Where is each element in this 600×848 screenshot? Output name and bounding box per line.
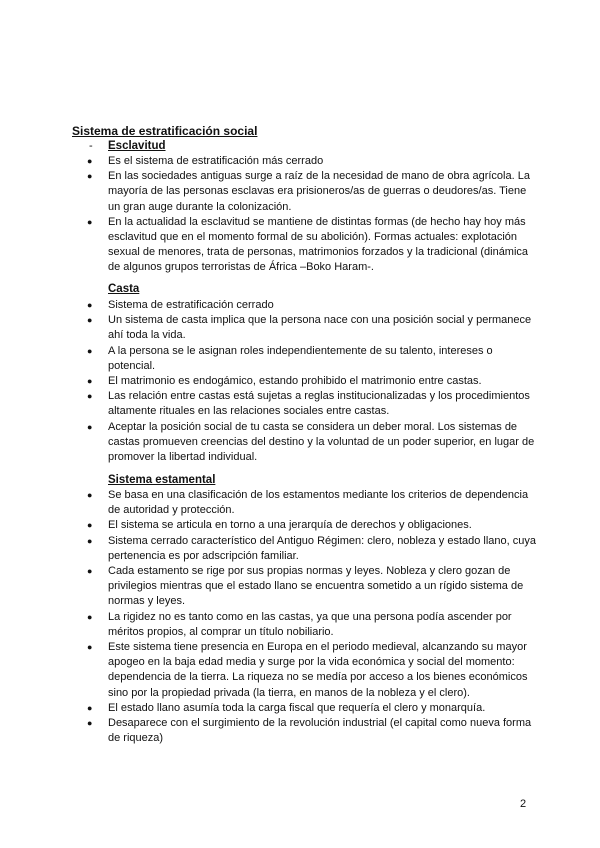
list-item bbox=[0, 716, 600, 746]
section-list-esclavitud bbox=[0, 154, 600, 276]
bullet-icon: ● bbox=[87, 490, 93, 500]
list-item bbox=[0, 564, 600, 610]
list-item-text: A la persona se le asignan roles independientemente de su talento, intereses o potencial. bbox=[108, 344, 493, 372]
list-item-text: La rigidez no es tanto como en las castas, ya que una persona podía ascender por méritos propios, al comprar un título nobiliario. bbox=[108, 610, 512, 638]
list-item-text: Sistema cerrado característico del Antiguo Régimen: clero, nobleza y estado llano, cuya pertenencia es por adscripción familiar. bbox=[108, 534, 537, 562]
page-title: Sistema de estratificación social bbox=[72, 124, 258, 138]
section-heading-casta: Casta bbox=[108, 283, 140, 295]
list-item-text: El matrimonio es endogámico, estando prohibido el matrimonio entre castas. bbox=[108, 375, 482, 388]
page-number: 2 bbox=[520, 798, 527, 810]
list-item bbox=[0, 215, 600, 276]
bullet-icon: ● bbox=[87, 611, 93, 622]
list-item bbox=[0, 640, 600, 701]
list-item bbox=[0, 701, 600, 716]
bullet-icon: ● bbox=[87, 566, 93, 577]
list-item bbox=[0, 488, 600, 518]
list-item-text: En la actualidad la esclavitud se mantiene de distintas formas (de hecho hay hoy más esclavitud que en el momento formal de su abolición). Formas actuales: explotación sexual de menores, trata de personas, matrimonios forzados y la tradicional (dinámica de algunos grupos terroristas de África –Boko Haram-. bbox=[108, 215, 529, 274]
list-item bbox=[0, 534, 600, 564]
bullet-icon: ● bbox=[87, 535, 93, 546]
list-item-text: Desaparece con el surgimiento de la revolución industrial (el capital como nueva forma de riqueza) bbox=[108, 717, 532, 745]
list-item bbox=[0, 298, 600, 313]
list-item-text: Este sistema tiene presencia en Europa en el periodo medieval, alcanzando su mayor apogeo en la baja edad media y surge por la vida económica y social del momento: dependencia de la tierra. La riqueza no se medía por acceso a los bienes económicos sino por la propiedad privada (la tierra, en manos de la nobleza y el clero). bbox=[108, 641, 528, 699]
bullet-icon: ● bbox=[87, 391, 93, 402]
list-item bbox=[0, 389, 600, 419]
bullet-icon: ● bbox=[87, 216, 93, 227]
section-list-estamental bbox=[0, 488, 600, 746]
bullet-icon: ● bbox=[87, 171, 93, 182]
bullet-icon: ● bbox=[87, 376, 93, 387]
list-item bbox=[0, 169, 600, 215]
bullet-icon: ● bbox=[87, 642, 93, 653]
section-heading-esclavitud: Esclavitud bbox=[108, 140, 166, 152]
bullet-icon: ● bbox=[87, 718, 93, 729]
list-item-text: Las relación entre castas está sujetas a reglas institucionalizadas y los procedimientos altamente rituales en las relaciones sociales entre castas. bbox=[108, 390, 530, 418]
list-item-text: En las sociedades antiguas surge a raíz de la necesidad de mano de obra agrícola. La mayoría de las personas esclavas era prisioneros/as de guerras o deudores/as. Tiene un gran auge durante la colonización. bbox=[108, 170, 530, 213]
section-list-casta bbox=[0, 298, 600, 465]
list-item bbox=[0, 610, 600, 640]
bullet-icon: ● bbox=[87, 315, 93, 326]
list-item bbox=[0, 518, 600, 533]
list-item-text: Cada estamento se rige por sus propias normas y leyes. Nobleza y clero gozan de privilegios mientras que el estado llano se encuentra sometido a un rígido sistema de normas y leyes. bbox=[108, 565, 524, 608]
list-item-text: Aceptar la posición social de tu casta se considera un deber moral. Los sistemas de castas promueven creencias del destino y la voluntad de un poder superior, en lugar de promover la libertad individual. bbox=[108, 420, 535, 464]
list-item-text: El sistema se articula en torno a una jerarquía de derechos y obligaciones. bbox=[108, 519, 472, 532]
list-item-text: Un sistema de casta implica que la persona nace con una posición social y permanece ahí toda la vida. bbox=[108, 314, 532, 342]
list-item-text: Es el sistema de estratificación más cerrado bbox=[108, 155, 324, 167]
list-item-text: Se basa en una clasificación de los estamentos mediante los criterios de dependencia de autoridad y protección. bbox=[108, 489, 529, 517]
bullet-icon: ● bbox=[87, 520, 93, 531]
list-item-text: Sistema de estratificación cerrado bbox=[108, 299, 274, 311]
list-item bbox=[0, 420, 600, 466]
list-item bbox=[0, 344, 600, 374]
bullet-icon: ● bbox=[87, 702, 93, 713]
bullet-icon: ● bbox=[87, 300, 93, 310]
dash-marker: - bbox=[89, 140, 93, 152]
bullet-icon: ● bbox=[87, 421, 93, 432]
list-item-text: El estado llano asumía toda la carga fiscal que requería el clero y monarquía. bbox=[108, 701, 486, 714]
section-heading-estamental: Sistema estamental bbox=[108, 474, 216, 486]
list-item bbox=[0, 154, 600, 169]
bullet-icon: ● bbox=[87, 345, 93, 356]
list-item bbox=[0, 313, 600, 343]
list-item bbox=[0, 374, 600, 389]
bullet-icon: ● bbox=[87, 156, 93, 166]
